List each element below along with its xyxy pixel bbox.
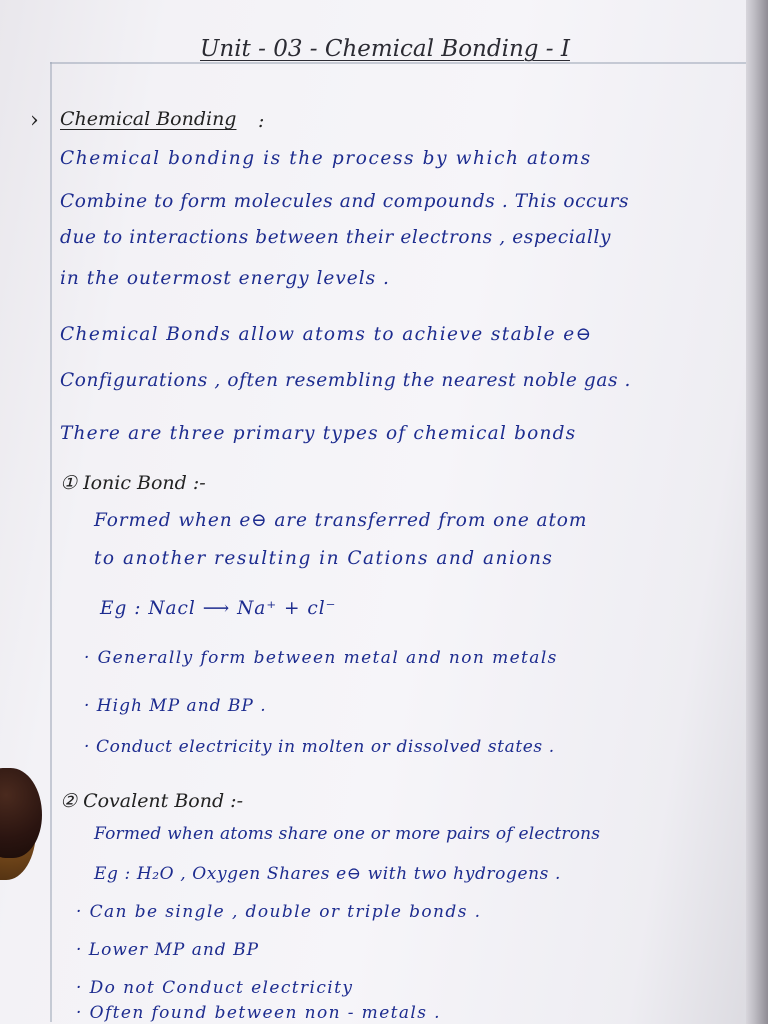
top-rule	[50, 62, 746, 64]
ionic-heading: ① Ionic Bond :-	[60, 472, 206, 494]
ionic-line: Formed when e⊖ are transferred from one atom	[94, 510, 588, 531]
ionic-example: Eg : Nacl ⟶ Na⁺ + cl⁻	[100, 598, 337, 619]
covalent-bullet: · Often found between non - metals .	[76, 1003, 441, 1023]
page-edge	[746, 0, 768, 1024]
para1-line: due to interactions between their electrons , especially	[60, 227, 612, 248]
para1-line: Combine to form molecules and compounds . This occurs	[60, 191, 630, 212]
covalent-heading: ② Covalent Bond :-	[60, 790, 244, 812]
covalent-example: Eg : H₂O , Oxygen Shares e⊖ with two hydrogens .	[94, 864, 562, 884]
ionic-bullet: · Generally form between metal and non metals	[84, 648, 558, 668]
para2-line: There are three primary types of chemical bonds	[60, 423, 577, 444]
para2-line: Chemical Bonds allow atoms to achieve stable e⊖	[60, 324, 593, 345]
section-heading: Chemical Bonding	[60, 108, 237, 130]
thumbnail-nail	[0, 768, 42, 858]
ionic-line: to another resulting in Cations and anions	[94, 548, 554, 569]
covalent-bullet: · Lower MP and BP	[76, 940, 260, 960]
ionic-bullet: · Conduct electricity in molten or dissolved states .	[84, 737, 555, 757]
section-heading-colon: :	[258, 110, 265, 132]
covalent-line: Formed when atoms share one or more pairs of electrons	[94, 824, 601, 844]
bullet-arrow: ›	[30, 108, 39, 133]
page-title: Unit - 03 - Chemical Bonding - I	[200, 36, 570, 62]
ionic-bullet: · High MP and BP .	[84, 696, 267, 716]
margin-line	[50, 62, 52, 1022]
covalent-bullet: · Can be single , double or triple bonds .	[76, 902, 482, 922]
para2-line: Configurations , often resembling the nearest noble gas .	[60, 370, 632, 391]
para1-line: in the outermost energy levels .	[60, 268, 390, 289]
para1-line: Chemical bonding is the process by which atoms	[60, 148, 592, 169]
covalent-bullet: · Do not Conduct electricity	[76, 978, 354, 998]
